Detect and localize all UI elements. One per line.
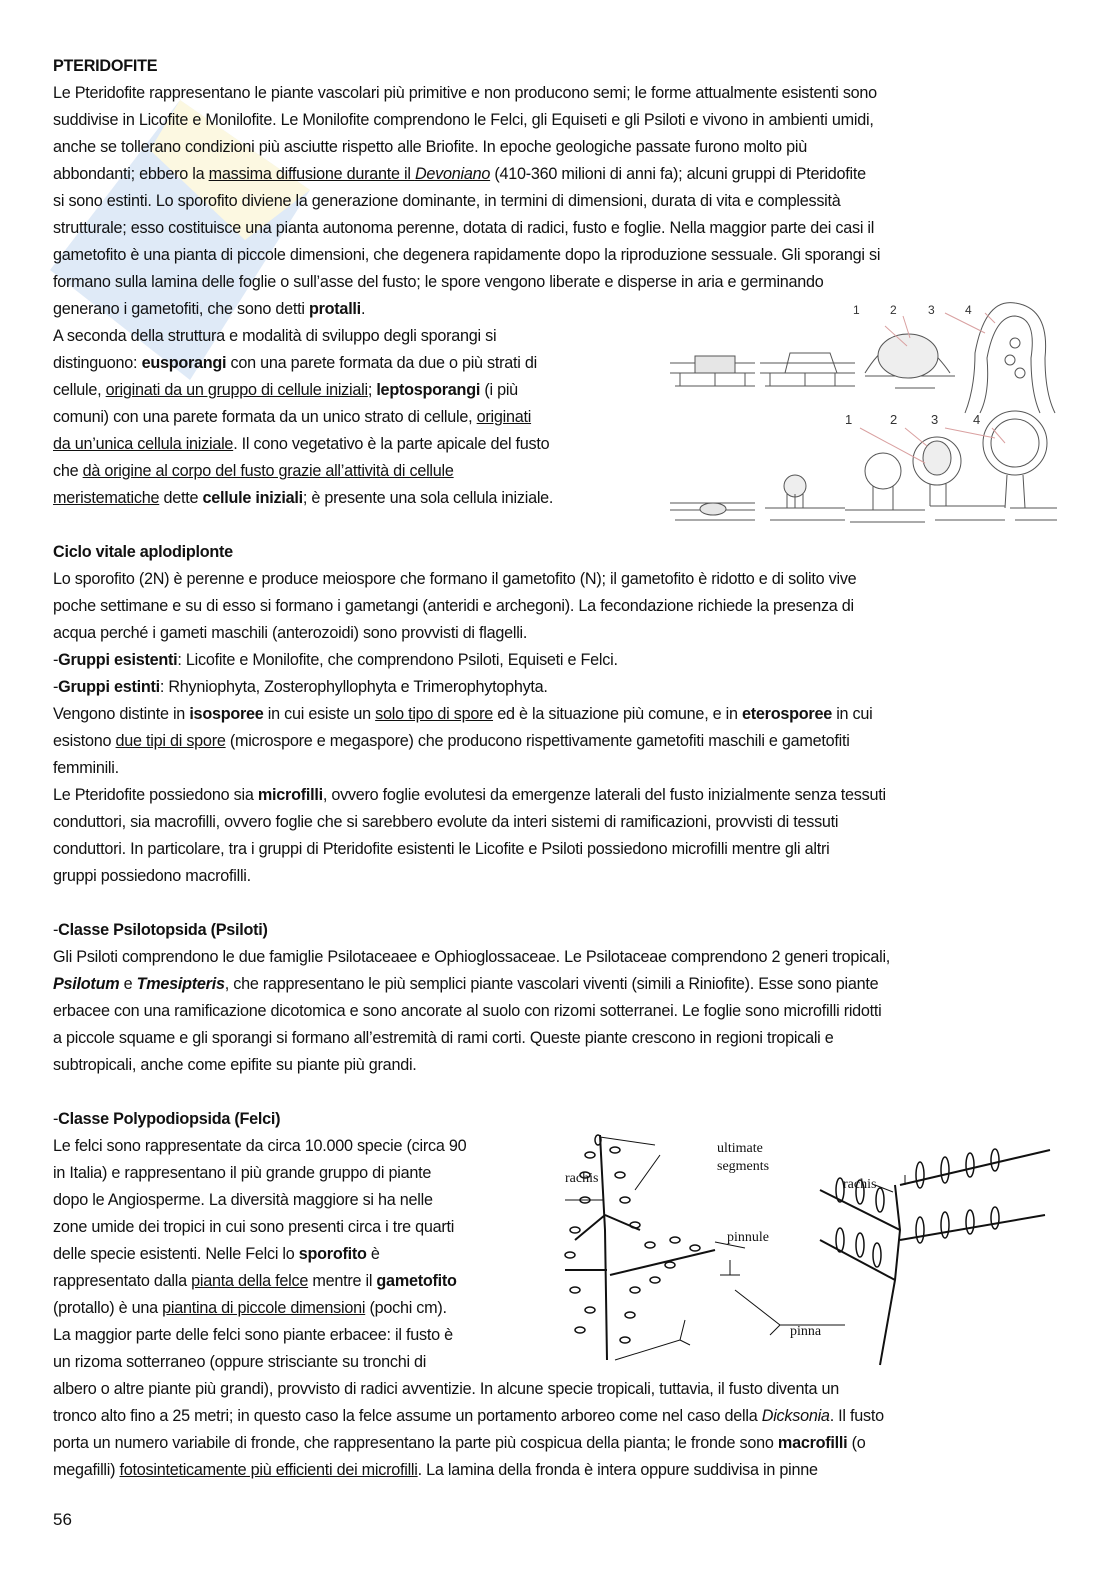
text-span: gruppi possiedono macrofilli. — [53, 867, 251, 885]
label-pinnule: pinnule — [727, 1230, 769, 1245]
text-span: anche se tollerano condizioni più asciutte rispetto alle Briofite. In epoche geologiche passate furono molto più — [53, 138, 807, 156]
text-span: ; è presente una sola cellula iniziale. — [302, 489, 554, 507]
bold-term: eusporangi — [141, 354, 227, 372]
text-line — [53, 703, 873, 725]
text-span: Lo sporofito (2N) è perenne e produce meiospore che formano il gametofito (N); il gametofito è ridotto e di solito vive — [53, 570, 857, 588]
bold-term: sporofito — [298, 1245, 367, 1263]
text-span: . — [360, 300, 366, 318]
bold-term: microfilli — [257, 786, 323, 804]
text-line — [53, 1243, 380, 1265]
text-span: acqua perché i gameti maschili (anterozoidi) sono provvisti di flagelli. — [53, 624, 528, 642]
bold-term: macrofilli — [777, 1434, 848, 1452]
text-span: megafilli) — [53, 1461, 120, 1479]
text-span: suddivise in Licofite e Monilofite. Le Monilofite comprendono le Felci, gli Equiseti e gli Psiloti e vivono in ambienti umidi, — [53, 111, 874, 129]
text-line — [53, 1405, 884, 1427]
text-span: conduttori. In particolare, tra i gruppi di Pteridofite esistenti le Licofite e Psiloti possiedono microfilli mentre gli altri — [53, 840, 830, 858]
text-span: Gli Psiloti comprendono le due famiglie Psilotaceaee e Ophioglossaceae. Le Psilotaceae comprendono 2 generi tropicali, — [53, 948, 891, 966]
underlined-text: dà origine al corpo del fusto grazie all’attività di cellule — [82, 462, 454, 480]
text-line — [53, 1027, 834, 1049]
text-span: La maggior parte delle felci sono piante erbacee: il fusto è — [53, 1326, 453, 1344]
text-line — [53, 352, 537, 374]
label-pinna: pinna — [790, 1324, 822, 1339]
text-line — [53, 460, 454, 482]
text-span: femminili. — [53, 759, 119, 777]
text-line — [53, 325, 496, 347]
underlined-text: da un’unica cellula iniziale — [53, 435, 234, 453]
text-line — [53, 163, 866, 185]
text-span: Le Pteridofite rappresentano le piante vascolari più primitive e non producono semi; le forme attualmente esistenti sono — [53, 84, 877, 102]
text-span: comuni) con una parete formata da un unico strato di cellule, — [53, 408, 477, 426]
underlined-text: massima diffusione durante il — [208, 165, 415, 183]
label-rachis-right: rachis — [843, 1177, 877, 1192]
text-line — [53, 1216, 454, 1238]
bold-term: cellule iniziali — [202, 489, 303, 507]
text-span: e — [119, 975, 137, 993]
text-span: (microspore e megaspore) che producono rispettivamente gametofiti maschili e gametofiti — [225, 732, 850, 750]
text-line — [53, 649, 618, 671]
text-span: in Italia) e rappresentano il più grande gruppo di piante — [53, 1164, 432, 1182]
text-span: . La lamina della fronda è intera oppure suddivisa in pinne — [417, 1461, 818, 1479]
text-line — [53, 1108, 280, 1130]
text-span: . Il fusto — [829, 1407, 884, 1425]
text-span: un rizoma sotterraneo (oppure strisciante su tronchi di — [53, 1353, 427, 1371]
sporangia-development-figure — [665, 298, 1060, 530]
bold-term: eterosporee — [742, 705, 832, 723]
text-line — [53, 55, 157, 77]
label-rachis-left: rachis — [565, 1171, 599, 1186]
text-span: è — [366, 1245, 380, 1263]
fig1-row2-label-2: 2 — [890, 412, 898, 427]
text-line — [53, 217, 874, 239]
text-span: distinguono: — [53, 354, 142, 372]
underlined-text: pianta della felce — [191, 1272, 309, 1290]
text-line — [53, 379, 518, 401]
text-line — [53, 973, 878, 995]
text-line — [53, 622, 527, 644]
text-span: abbondanti; ebbero la — [53, 165, 209, 183]
text-line — [53, 1162, 431, 1184]
text-span: generano i gametofiti, che sono detti — [53, 300, 309, 318]
underlined-text: originati — [476, 408, 532, 426]
text-span: conduttori, sia macrofilli, ovvero foglie che si sarebbero evolute da interi sistemi di ramificazioni, provvisti di tessuti — [53, 813, 839, 831]
text-line — [53, 1432, 866, 1454]
text-span: si sono estinti. Lo sporofito diviene la generazione dominante, in termini di dimensioni, durata di vita e complessità — [53, 192, 841, 210]
underlined-text: Devoniano — [414, 165, 491, 183]
text-line — [53, 757, 119, 779]
text-line — [53, 541, 233, 563]
text-line — [53, 1270, 457, 1292]
underlined-text: due tipi di spore — [115, 732, 226, 750]
text-span: formano sulla lamina delle foglie o sull’asse del fusto; le spore vengono liberate e disperse in aria e germinando — [53, 273, 824, 291]
text-span: - — [53, 921, 59, 939]
text-span: Dicksonia — [761, 1407, 830, 1425]
text-span: erbacee con una ramificazione dicotomica e sono ancorate al suolo con rizomi sotterranei. Le foglie sono microfilli ridotti — [53, 1002, 882, 1020]
text-line — [53, 784, 886, 806]
bold-term: isosporee — [189, 705, 264, 723]
text-span: ed è la situazione più comune, e in — [493, 705, 743, 723]
text-line — [53, 595, 854, 617]
fig1-row2-label-1: 1 — [845, 412, 853, 427]
fig1-row1-label-1: 1 — [853, 303, 860, 317]
text-span: tronco alto fino a 25 metri; in questo caso la felce assume un portamento arboreo come nel caso della — [53, 1407, 762, 1425]
underlined-text: fotosinteticamente più efficienti dei microfilli — [119, 1461, 418, 1479]
underlined-text: originati da un gruppo di cellule iniziali — [105, 381, 368, 399]
text-span: Vengono distinte in — [53, 705, 190, 723]
bold-term: Classe Psilotopsida (Psiloti) — [58, 921, 268, 939]
bold-term: PTERIDOFITE — [53, 57, 158, 75]
text-line — [53, 1378, 839, 1400]
bold-term: Psilotum — [53, 975, 120, 993]
text-line — [53, 109, 874, 131]
fern-frond-figure — [555, 1130, 1060, 1375]
text-line — [53, 1351, 426, 1373]
text-span: a piccole squame e gli sporangi si formano all’estremità di rami corti. Queste piante crescono in regioni tropicali e — [53, 1029, 834, 1047]
bold-term: Classe Polypodiopsida (Felci) — [58, 1110, 281, 1128]
text-span: in cui esiste un — [263, 705, 376, 723]
text-span: (pochi cm). — [365, 1299, 447, 1317]
text-line — [53, 946, 890, 968]
text-line — [53, 811, 838, 833]
text-span: . Il cono vegetativo è la parte apicale del fusto — [233, 435, 550, 453]
text-span: - — [53, 651, 59, 669]
text-span: Le felci sono rappresentate da circa 10.000 specie (circa 90 — [53, 1137, 467, 1155]
text-span: dopo le Angiosperme. La diversità maggiore si ha nelle — [53, 1191, 433, 1209]
text-span: zone umide dei tropici in cui sono presenti circa i tre quarti — [53, 1218, 455, 1236]
text-span: (i più — [480, 381, 518, 399]
text-span: : Rhyniophyta, Zosterophyllophyta e Trimerophytophyta. — [159, 678, 548, 696]
bold-term: Gruppi esistenti — [58, 651, 178, 669]
text-span: gametofito è una pianta di piccole dimensioni, che degenera rapidamente dopo la riproduzione sessuale. Gli sporangi si — [53, 246, 881, 264]
text-span: poche settimane e su di esso si formano i gametangi (anteridi e archegoni). La fecondazione richiede la presenza di — [53, 597, 854, 615]
text-line — [53, 1324, 453, 1346]
text-span: A seconda della struttura e modalità di sviluppo degli sporangi si — [53, 327, 497, 345]
text-span: - — [53, 678, 59, 696]
text-span: che — [53, 462, 83, 480]
bold-term: protalli — [308, 300, 361, 318]
text-span: - — [53, 1110, 59, 1128]
text-span: Le Pteridofite possiedono sia — [53, 786, 258, 804]
text-span: albero o altre piante più grandi), provvisto di radici avventizie. In alcune specie tropicali, tuttavia, il fusto diventa un — [53, 1380, 840, 1398]
underlined-text: piantina di piccole dimensioni — [162, 1299, 366, 1317]
text-line — [53, 1135, 466, 1157]
text-span: : Licofite e Monilofite, che comprendono Psiloti, Equiseti e Felci. — [177, 651, 618, 669]
text-line — [53, 406, 531, 428]
fig1-row2-label-4: 4 — [973, 412, 981, 427]
text-span: dette — [159, 489, 203, 507]
text-span: porta un numero variabile di fronde, che rappresentano la parte più cospicua della pianta; le fronde sono — [53, 1434, 778, 1452]
text-line — [53, 136, 807, 158]
text-line — [53, 82, 877, 104]
text-line — [53, 487, 553, 509]
text-span: delle specie esistenti. Nelle Felci lo — [53, 1245, 299, 1263]
fig1-row1-label-2: 2 — [890, 303, 897, 317]
text-line — [53, 1459, 818, 1481]
underlined-text: meristematiche — [53, 489, 160, 507]
text-span: , ovvero foglie evolutesi da emergenze laterali del fusto inizialmente senza tessuti — [322, 786, 886, 804]
fig1-row2-label-3: 3 — [931, 412, 939, 427]
page-number: 56 — [53, 1510, 72, 1529]
text-line — [53, 433, 549, 455]
underlined-text: solo tipo di spore — [375, 705, 494, 723]
text-span: con una parete formata da due o più strati di — [226, 354, 537, 372]
text-line — [53, 1189, 433, 1211]
label-ultimate: ultimate — [717, 1141, 763, 1156]
text-span: cellule, — [53, 381, 106, 399]
fig1-row1-label-4: 4 — [965, 303, 972, 317]
text-span: (o — [847, 1434, 866, 1452]
text-span: , che rappresentano le più semplici piante vascolari viventi (simili a Riniofite). Esse sono piante — [224, 975, 879, 993]
text-line — [53, 838, 829, 860]
text-line — [53, 190, 841, 212]
text-span: mentre il — [308, 1272, 377, 1290]
text-line — [53, 568, 856, 590]
text-line — [53, 865, 251, 887]
bold-term: Gruppi estinti — [58, 678, 160, 696]
text-span: strutturale; esso costituisce una pianta autonoma perenne, dotata di radici, fusto e foglie. Nella maggior parte dei casi il — [53, 219, 875, 237]
bold-term: leptosporangi — [376, 381, 481, 399]
bold-term: Ciclo vitale aplodiplonte — [53, 543, 233, 561]
bold-term: Tmesipteris — [136, 975, 225, 993]
bold-term: gametofito — [376, 1272, 457, 1290]
text-line — [53, 676, 548, 698]
text-line — [53, 244, 880, 266]
text-line — [53, 1297, 447, 1319]
text-line — [53, 919, 268, 941]
text-line — [53, 298, 365, 320]
text-span: rappresentato dalla — [53, 1272, 192, 1290]
text-line — [53, 730, 850, 752]
text-span: esistono — [53, 732, 116, 750]
text-line — [53, 1000, 882, 1022]
text-line — [53, 1054, 417, 1076]
text-span: in cui — [831, 705, 873, 723]
label-segments: segments — [717, 1159, 770, 1174]
text-span: (410-360 milioni di anni fa); alcuni gruppi di Pteridofite — [490, 165, 866, 183]
text-line — [53, 271, 824, 293]
text-span: ; — [367, 381, 377, 399]
fig1-row1-label-3: 3 — [928, 303, 935, 317]
text-span: (protallo) è una — [53, 1299, 163, 1317]
text-span: subtropicali, anche come epifite su piante più grandi. — [53, 1056, 417, 1074]
